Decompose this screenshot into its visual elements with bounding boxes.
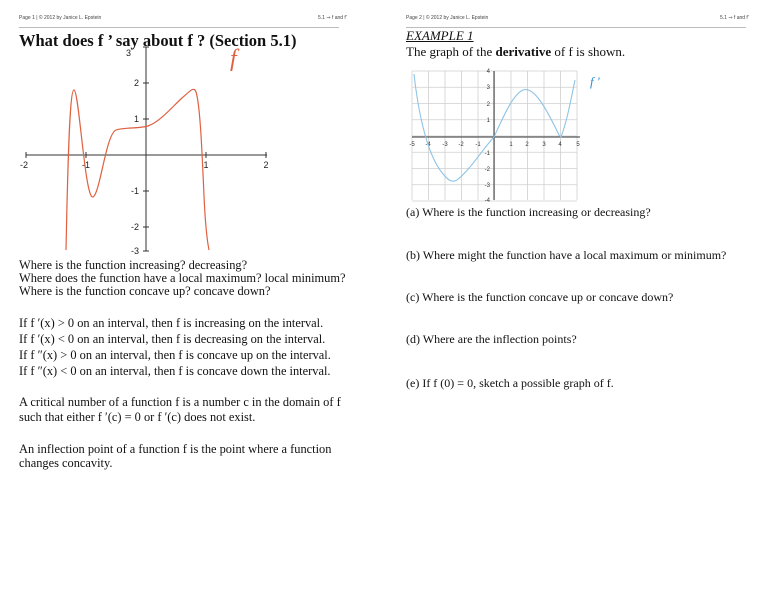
- graph-f-prime-xtick: 2: [525, 142, 529, 148]
- question-e: (e) If f (0) = 0, sketch a possible graph of f.: [406, 376, 614, 390]
- graph-f-xtick: -2: [19, 160, 29, 170]
- question-concavity: Where is the function concave up? concave down?: [19, 284, 271, 298]
- question-c: (c) Where is the function concave up or concave down?: [406, 290, 674, 304]
- graph-f-prime-ytick: -3: [484, 183, 490, 189]
- graph-f-prime-xtick: 3: [542, 142, 546, 148]
- graph-f-prime-ytick: -4: [484, 198, 490, 204]
- example-block: [406, 28, 625, 60]
- rule-concave-up: If f ″(x) > 0 on an interval, then f is concave up on the interval.: [19, 348, 331, 362]
- question-increasing: Where is the function increasing? decreasing?: [19, 258, 248, 272]
- graph-f-ytick: -2: [130, 222, 139, 232]
- graph-f-ytick: 1: [133, 114, 139, 124]
- graph-f-prime-curve-label: f ': [590, 74, 600, 89]
- graph-f-prime-ytick: 1: [486, 118, 490, 124]
- graph-f-prime-ytick: -1: [484, 151, 490, 157]
- page1-header-right: 5.1 ⇒ f and f': [318, 15, 347, 21]
- page-title: What does f ’ say about f ? (Section 5.1): [19, 31, 297, 50]
- question-local-extrema: Where does the function have a local maximum? local minimum?: [19, 271, 346, 285]
- graph-f-prime-xtick: -2: [458, 142, 464, 148]
- graph-f-prime-ytick: -2: [484, 167, 490, 173]
- rule-decreasing: If f ′(x) < 0 on an interval, then f is decreasing on the interval.: [19, 332, 326, 346]
- rule-increasing: If f ′(x) > 0 on an interval, then f is increasing on the interval.: [19, 316, 324, 330]
- inflection-definition-line1: An inflection point of a function f is the point where a function: [19, 442, 332, 456]
- graph-f-ytick: 2: [133, 78, 139, 88]
- page2-header-left: Page 2 | © 2012 by Janice L. Epstein: [406, 15, 489, 21]
- graph-f-xtick: 1: [203, 160, 209, 170]
- question-d: (d) Where are the inflection points?: [406, 332, 577, 346]
- question-b: (b) Where might the function have a local maximum or minimum?: [406, 248, 727, 262]
- critical-number-definition-line1: A critical number of a function f is a number c in the domain of f: [19, 395, 341, 409]
- inflection-definition-line2: changes concavity.: [19, 456, 113, 470]
- graph-f-prime-xtick: 1: [509, 142, 513, 148]
- graph-f-prime-xtick: 5: [576, 142, 580, 148]
- graph-f-ytick: 3: [125, 48, 131, 58]
- rule-concave-down: If f ″(x) < 0 on an interval, then f is concave down the interval.: [19, 364, 331, 378]
- page2-header-right: 5.1 ⇒ f and f': [720, 15, 749, 21]
- graph-f-ytick: -1: [130, 186, 139, 196]
- graph-f-prime-xtick: -4: [425, 142, 431, 148]
- graph-f-prime-ytick: 3: [486, 85, 490, 91]
- graph-f-ytick: -3: [130, 246, 139, 256]
- question-a: (a) Where is the function increasing or decreasing?: [406, 205, 651, 219]
- graph-f-prime-ytick: 4: [486, 69, 490, 75]
- graph-f-prime-ytick: 2: [486, 102, 490, 108]
- graph-f-prime-xtick: -5: [409, 142, 415, 148]
- example-intro: The graph of the derivative of f is shown.: [406, 44, 626, 59]
- graph-f-prime-xtick: 4: [558, 142, 562, 148]
- page1-header-left: Page 1 | © 2012 by Janice L. Epstein: [19, 15, 102, 21]
- graph-f-prime-xtick: -3: [442, 142, 448, 148]
- graph-f-prime-xtick: -1: [475, 142, 481, 148]
- graph-f-xtick: 2: [263, 160, 269, 170]
- example-heading: EXAMPLE 1: [406, 28, 474, 43]
- graph-f-curve-label: f: [230, 46, 237, 72]
- graph-f-xtick: -1: [81, 160, 91, 170]
- critical-number-definition-line2: such that either f ′(c) = 0 or f ′(c) does not exist.: [19, 410, 256, 424]
